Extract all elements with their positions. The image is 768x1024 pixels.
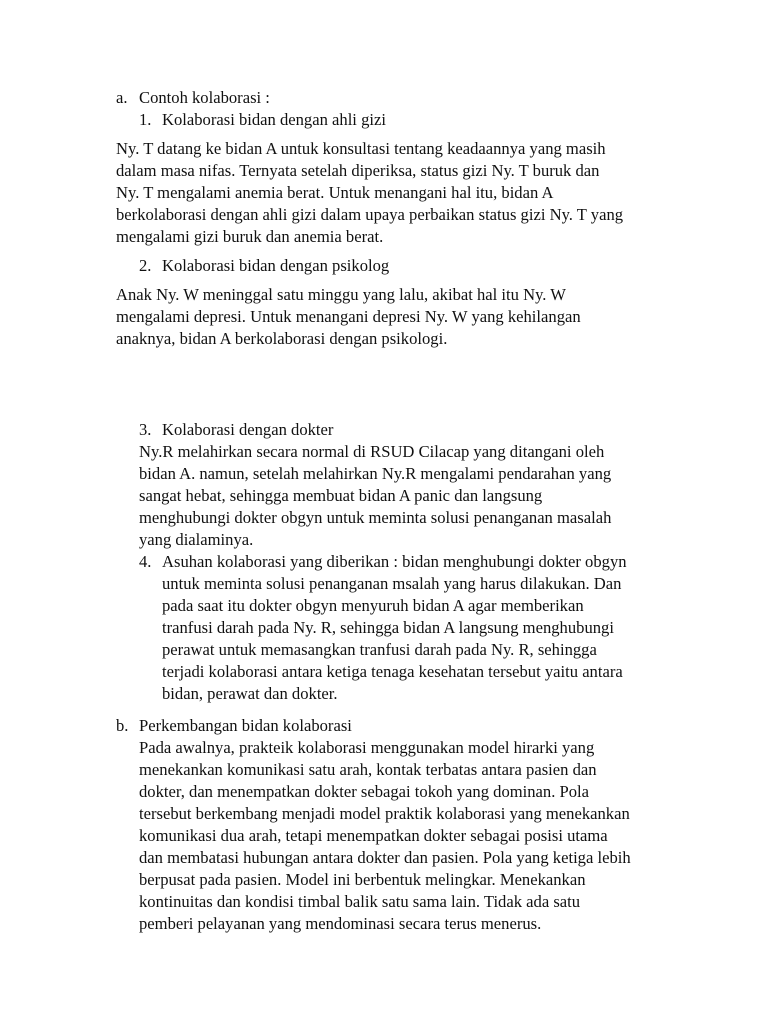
item-4-line-6: bidan, perawat dan dokter. bbox=[162, 684, 338, 703]
item-1-line-5: mengalami gizi buruk dan anemia berat. bbox=[116, 227, 384, 246]
item-3-line-2: bidan A. namun, setelah melahirkan Ny.R mengalami pendarahan yang bbox=[139, 464, 612, 483]
item-1-title: Kolaborasi bidan dengan ahli gizi bbox=[162, 110, 386, 129]
section-b-line-9: pemberi pelayanan yang mendominasi secara terus menerus. bbox=[139, 914, 542, 933]
item-3-line-3: sangat hebat, sehingga membuat bidan A panic dan langsung bbox=[139, 486, 543, 505]
item-1-line-4: berkolaborasi dengan ahli gizi dalam upaya perbaikan status gizi Ny. T yang bbox=[116, 205, 624, 224]
section-b-line-2: menekankan komunikasi satu arah, kontak terbatas antara pasien dan bbox=[139, 760, 597, 779]
item-4-number: 4. bbox=[139, 552, 152, 571]
item-1-line-2: dalam masa nifas. Ternyata setelah diperiksa, status gizi Ny. T buruk dan bbox=[116, 161, 600, 180]
item-1-line-1: Ny. T datang ke bidan A untuk konsultasi tentang keadaannya yang masih bbox=[116, 139, 606, 158]
section-b-line-1: Pada awalnya, prakteik kolaborasi menggunakan model hirarki yang bbox=[139, 738, 595, 757]
item-1-number: 1. bbox=[139, 110, 152, 129]
section-b-line-4: tersebut berkembang menjadi model praktik kolaborasi yang menekankan bbox=[139, 804, 630, 823]
item-4-title: Asuhan kolaborasi yang diberikan : bidan menghubungi dokter obgyn bbox=[162, 552, 627, 571]
item-2-title: Kolaborasi bidan dengan psikolog bbox=[162, 256, 390, 275]
item-4-line-2: pada saat itu dokter obgyn menyuruh bidan A agar memberikan bbox=[162, 596, 584, 615]
item-3-line-5: yang dialaminya. bbox=[139, 530, 254, 549]
item-4-line-3: tranfusi darah pada Ny. R, sehingga bidan A langsung menghubungi bbox=[162, 618, 614, 637]
section-b-line-5: komunikasi dua arah, tetapi menempatkan dokter sebagai posisi utama bbox=[139, 826, 608, 845]
item-4-line-5: terjadi kolaborasi antara ketiga tenaga kesehatan tersebut yaitu antara bbox=[162, 662, 623, 681]
section-b-line-3: dokter, dan menempatkan dokter sebagai tokoh yang dominan. Pola bbox=[139, 782, 590, 801]
section-a-marker: a. bbox=[116, 88, 128, 107]
item-4-line-1: untuk meminta solusi penanganan msalah yang harus dilakukan. Dan bbox=[162, 574, 622, 593]
section-b-title: Perkembangan bidan kolaborasi bbox=[139, 716, 352, 735]
item-1-line-3: Ny. T mengalami anemia berat. Untuk menangani hal itu, bidan A bbox=[116, 183, 554, 202]
section-b-line-8: kontinuitas dan kondisi timbal balik satu sama lain. Tidak ada satu bbox=[139, 892, 581, 911]
item-2-line-1: Anak Ny. W meninggal satu minggu yang lalu, akibat hal itu Ny. W bbox=[116, 285, 566, 304]
section-a-title: Contoh kolaborasi : bbox=[139, 88, 270, 107]
item-2-line-2: mengalami depresi. Untuk menangani depresi Ny. W yang kehilangan bbox=[116, 307, 581, 326]
item-3-title: Kolaborasi dengan dokter bbox=[162, 420, 334, 439]
section-b-line-6: dan membatasi hubungan antara dokter dan pasien. Pola yang ketiga lebih bbox=[139, 848, 631, 867]
item-3-line-4: menghubungi dokter obgyn untuk meminta solusi penanganan masalah bbox=[139, 508, 612, 527]
item-3-line-1: Ny.R melahirkan secara normal di RSUD Cilacap yang ditangani oleh bbox=[139, 442, 605, 461]
item-2-line-3: anaknya, bidan A berkolaborasi dengan psikologi. bbox=[116, 329, 448, 348]
section-b-line-7: berpusat pada pasien. Model ini berbentuk melingkar. Menekankan bbox=[139, 870, 586, 889]
item-4-line-4: perawat untuk memasangkan tranfusi darah pada Ny. R, sehingga bbox=[162, 640, 597, 659]
item-3-number: 3. bbox=[139, 420, 152, 439]
item-2-number: 2. bbox=[139, 256, 152, 275]
section-b-marker: b. bbox=[116, 716, 129, 735]
